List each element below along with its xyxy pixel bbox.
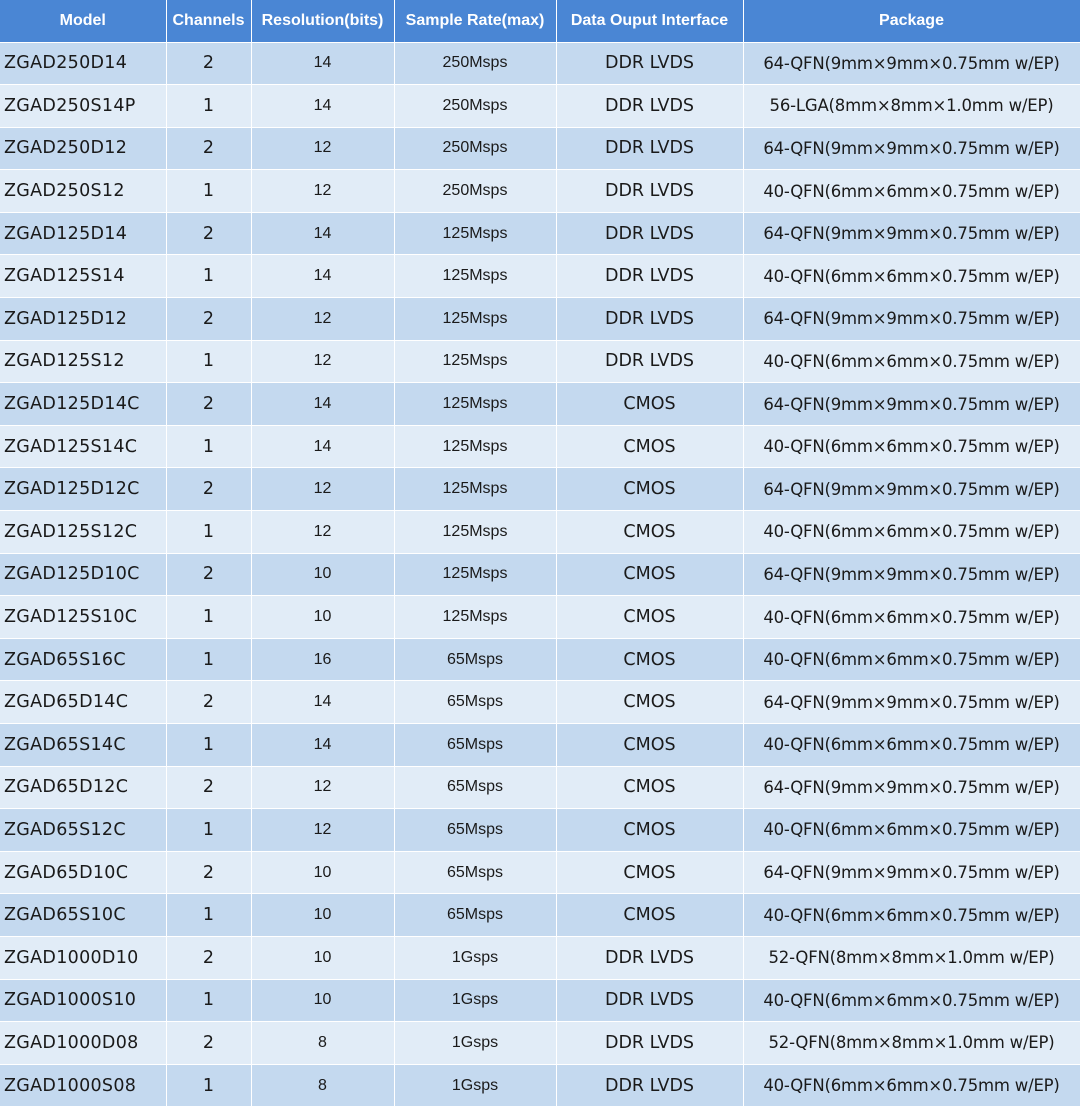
- sample-rate-cell: 65Msps: [394, 894, 556, 937]
- sample-rate-cell: 65Msps: [394, 638, 556, 681]
- channels-cell: 2: [166, 681, 251, 724]
- sample-rate-cell: 65Msps: [394, 724, 556, 767]
- header-sample-rate: Sample Rate(max): [394, 0, 556, 42]
- model-cell: ZGAD125S10C: [0, 596, 166, 639]
- model-cell: ZGAD125D10C: [0, 553, 166, 596]
- interface-cell: CMOS: [556, 425, 743, 468]
- sample-rate-cell: 125Msps: [394, 553, 556, 596]
- package-cell: 40-QFN(6mm×6mm×0.75mm w/EP): [743, 979, 1080, 1022]
- package-cell: 40-QFN(6mm×6mm×0.75mm w/EP): [743, 894, 1080, 937]
- package-cell: 52-QFN(8mm×8mm×1.0mm w/EP): [743, 936, 1080, 979]
- sample-rate-cell: 1Gsps: [394, 936, 556, 979]
- resolution-cell: 12: [251, 298, 394, 341]
- resolution-cell: 12: [251, 809, 394, 852]
- resolution-cell: 12: [251, 170, 394, 213]
- model-cell: ZGAD125S14: [0, 255, 166, 298]
- table-row: [0, 638, 1080, 681]
- sample-rate-cell: 125Msps: [394, 255, 556, 298]
- channels-cell: 1: [166, 809, 251, 852]
- interface-cell: CMOS: [556, 851, 743, 894]
- table-row: [0, 170, 1080, 213]
- package-cell: 64-QFN(9mm×9mm×0.75mm w/EP): [743, 468, 1080, 511]
- sample-rate-cell: 125Msps: [394, 298, 556, 341]
- model-cell: ZGAD65D14C: [0, 681, 166, 724]
- package-cell: 64-QFN(9mm×9mm×0.75mm w/EP): [743, 212, 1080, 255]
- sample-rate-cell: 125Msps: [394, 212, 556, 255]
- model-cell: ZGAD250D14: [0, 42, 166, 85]
- channels-cell: 2: [166, 127, 251, 170]
- resolution-cell: 10: [251, 851, 394, 894]
- interface-cell: DDR LVDS: [556, 212, 743, 255]
- model-cell: ZGAD125S12: [0, 340, 166, 383]
- channels-cell: 2: [166, 468, 251, 511]
- sample-rate-cell: 250Msps: [394, 170, 556, 213]
- model-cell: ZGAD250D12: [0, 127, 166, 170]
- sample-rate-cell: 65Msps: [394, 681, 556, 724]
- resolution-cell: 12: [251, 468, 394, 511]
- model-cell: ZGAD250S12: [0, 170, 166, 213]
- package-cell: 64-QFN(9mm×9mm×0.75mm w/EP): [743, 42, 1080, 85]
- channels-cell: 2: [166, 42, 251, 85]
- channels-cell: 2: [166, 553, 251, 596]
- table-row: [0, 596, 1080, 639]
- interface-cell: DDR LVDS: [556, 42, 743, 85]
- table-row: [0, 85, 1080, 128]
- package-cell: 56-LGA(8mm×8mm×1.0mm w/EP): [743, 85, 1080, 128]
- table-row: [0, 255, 1080, 298]
- sample-rate-cell: 65Msps: [394, 766, 556, 809]
- table-row: [0, 298, 1080, 341]
- package-cell: 40-QFN(6mm×6mm×0.75mm w/EP): [743, 511, 1080, 554]
- package-cell: 64-QFN(9mm×9mm×0.75mm w/EP): [743, 553, 1080, 596]
- resolution-cell: 14: [251, 42, 394, 85]
- channels-cell: 1: [166, 1064, 251, 1107]
- model-cell: ZGAD125S12C: [0, 511, 166, 554]
- table-row: [0, 936, 1080, 979]
- resolution-cell: 10: [251, 894, 394, 937]
- table-row: [0, 894, 1080, 937]
- table-row: [0, 468, 1080, 511]
- resolution-cell: 12: [251, 766, 394, 809]
- resolution-cell: 10: [251, 979, 394, 1022]
- interface-cell: DDR LVDS: [556, 1064, 743, 1107]
- header-model: Model: [0, 0, 166, 42]
- sample-rate-cell: 65Msps: [394, 851, 556, 894]
- model-cell: ZGAD125D14C: [0, 383, 166, 426]
- package-cell: 40-QFN(6mm×6mm×0.75mm w/EP): [743, 724, 1080, 767]
- package-cell: 64-QFN(9mm×9mm×0.75mm w/EP): [743, 851, 1080, 894]
- package-cell: 64-QFN(9mm×9mm×0.75mm w/EP): [743, 298, 1080, 341]
- interface-cell: DDR LVDS: [556, 127, 743, 170]
- package-cell: 40-QFN(6mm×6mm×0.75mm w/EP): [743, 1064, 1080, 1107]
- channels-cell: 1: [166, 85, 251, 128]
- interface-cell: DDR LVDS: [556, 170, 743, 213]
- model-cell: ZGAD125D14: [0, 212, 166, 255]
- package-cell: 64-QFN(9mm×9mm×0.75mm w/EP): [743, 383, 1080, 426]
- resolution-cell: 10: [251, 596, 394, 639]
- table-row: [0, 42, 1080, 85]
- model-cell: ZGAD65D12C: [0, 766, 166, 809]
- interface-cell: DDR LVDS: [556, 85, 743, 128]
- model-cell: ZGAD1000S08: [0, 1064, 166, 1107]
- interface-cell: CMOS: [556, 724, 743, 767]
- model-cell: ZGAD1000D08: [0, 1022, 166, 1065]
- interface-cell: CMOS: [556, 638, 743, 681]
- resolution-cell: 12: [251, 127, 394, 170]
- channels-cell: 1: [166, 724, 251, 767]
- table-row: [0, 425, 1080, 468]
- package-cell: 64-QFN(9mm×9mm×0.75mm w/EP): [743, 766, 1080, 809]
- model-cell: ZGAD65S12C: [0, 809, 166, 852]
- package-cell: 40-QFN(6mm×6mm×0.75mm w/EP): [743, 255, 1080, 298]
- interface-cell: DDR LVDS: [556, 340, 743, 383]
- channels-cell: 1: [166, 638, 251, 681]
- model-cell: ZGAD125D12C: [0, 468, 166, 511]
- table-row: [0, 809, 1080, 852]
- package-cell: 40-QFN(6mm×6mm×0.75mm w/EP): [743, 340, 1080, 383]
- interface-cell: CMOS: [556, 809, 743, 852]
- interface-cell: CMOS: [556, 383, 743, 426]
- channels-cell: 2: [166, 1022, 251, 1065]
- table-body: [0, 42, 1080, 1107]
- sample-rate-cell: 250Msps: [394, 42, 556, 85]
- interface-cell: DDR LVDS: [556, 1022, 743, 1065]
- resolution-cell: 14: [251, 85, 394, 128]
- sample-rate-cell: 125Msps: [394, 340, 556, 383]
- channels-cell: 1: [166, 340, 251, 383]
- channels-cell: 1: [166, 170, 251, 213]
- resolution-cell: 16: [251, 638, 394, 681]
- resolution-cell: 14: [251, 724, 394, 767]
- channels-cell: 1: [166, 255, 251, 298]
- package-cell: 64-QFN(9mm×9mm×0.75mm w/EP): [743, 127, 1080, 170]
- interface-cell: DDR LVDS: [556, 255, 743, 298]
- sample-rate-cell: 125Msps: [394, 468, 556, 511]
- table-row: [0, 383, 1080, 426]
- model-cell: ZGAD1000D10: [0, 936, 166, 979]
- sample-rate-cell: 1Gsps: [394, 979, 556, 1022]
- interface-cell: DDR LVDS: [556, 298, 743, 341]
- channels-cell: 2: [166, 298, 251, 341]
- sample-rate-cell: 250Msps: [394, 127, 556, 170]
- package-cell: 64-QFN(9mm×9mm×0.75mm w/EP): [743, 681, 1080, 724]
- table-row: [0, 1064, 1080, 1107]
- interface-cell: CMOS: [556, 766, 743, 809]
- resolution-cell: 14: [251, 212, 394, 255]
- resolution-cell: 14: [251, 681, 394, 724]
- table-row: [0, 212, 1080, 255]
- interface-cell: DDR LVDS: [556, 936, 743, 979]
- sample-rate-cell: 1Gsps: [394, 1022, 556, 1065]
- resolution-cell: 14: [251, 255, 394, 298]
- channels-cell: 2: [166, 383, 251, 426]
- model-cell: ZGAD125S14C: [0, 425, 166, 468]
- resolution-cell: 10: [251, 553, 394, 596]
- channels-cell: 1: [166, 894, 251, 937]
- table-header: [0, 0, 1080, 42]
- table-row: [0, 851, 1080, 894]
- channels-cell: 2: [166, 766, 251, 809]
- channels-cell: 2: [166, 212, 251, 255]
- interface-cell: CMOS: [556, 894, 743, 937]
- resolution-cell: 8: [251, 1022, 394, 1065]
- interface-cell: CMOS: [556, 553, 743, 596]
- package-cell: 40-QFN(6mm×6mm×0.75mm w/EP): [743, 425, 1080, 468]
- model-cell: ZGAD65S14C: [0, 724, 166, 767]
- interface-cell: CMOS: [556, 468, 743, 511]
- channels-cell: 1: [166, 979, 251, 1022]
- table-row: [0, 340, 1080, 383]
- model-cell: ZGAD65S10C: [0, 894, 166, 937]
- interface-cell: CMOS: [556, 511, 743, 554]
- model-cell: ZGAD250S14P: [0, 85, 166, 128]
- resolution-cell: 10: [251, 936, 394, 979]
- table-row: [0, 553, 1080, 596]
- resolution-cell: 14: [251, 383, 394, 426]
- table-row: [0, 127, 1080, 170]
- sample-rate-cell: 125Msps: [394, 425, 556, 468]
- sample-rate-cell: 250Msps: [394, 85, 556, 128]
- resolution-cell: 12: [251, 511, 394, 554]
- interface-cell: DDR LVDS: [556, 979, 743, 1022]
- channels-cell: 2: [166, 851, 251, 894]
- package-cell: 40-QFN(6mm×6mm×0.75mm w/EP): [743, 170, 1080, 213]
- table-row: [0, 681, 1080, 724]
- table-row: [0, 511, 1080, 554]
- package-cell: 40-QFN(6mm×6mm×0.75mm w/EP): [743, 638, 1080, 681]
- sample-rate-cell: 125Msps: [394, 511, 556, 554]
- interface-cell: CMOS: [556, 681, 743, 724]
- interface-cell: CMOS: [556, 596, 743, 639]
- table-row: [0, 724, 1080, 767]
- header-channels: Channels: [166, 0, 251, 42]
- sample-rate-cell: 65Msps: [394, 809, 556, 852]
- sample-rate-cell: 125Msps: [394, 383, 556, 426]
- channels-cell: 1: [166, 596, 251, 639]
- header-resolution: Resolution(bits): [251, 0, 394, 42]
- table-row: [0, 766, 1080, 809]
- table-row: [0, 1022, 1080, 1065]
- resolution-cell: 12: [251, 340, 394, 383]
- package-cell: 52-QFN(8mm×8mm×1.0mm w/EP): [743, 1022, 1080, 1065]
- table-row: [0, 979, 1080, 1022]
- package-cell: 40-QFN(6mm×6mm×0.75mm w/EP): [743, 809, 1080, 852]
- header-package: Package: [743, 0, 1080, 42]
- resolution-cell: 8: [251, 1064, 394, 1107]
- model-cell: ZGAD65D10C: [0, 851, 166, 894]
- sample-rate-cell: 1Gsps: [394, 1064, 556, 1107]
- model-cell: ZGAD65S16C: [0, 638, 166, 681]
- channels-cell: 2: [166, 936, 251, 979]
- model-cell: ZGAD1000S10: [0, 979, 166, 1022]
- package-cell: 40-QFN(6mm×6mm×0.75mm w/EP): [743, 596, 1080, 639]
- channels-cell: 1: [166, 425, 251, 468]
- header-row: [0, 0, 1080, 42]
- resolution-cell: 14: [251, 425, 394, 468]
- header-interface: Data Ouput Interface: [556, 0, 743, 42]
- model-cell: ZGAD125D12: [0, 298, 166, 341]
- sample-rate-cell: 125Msps: [394, 596, 556, 639]
- channels-cell: 1: [166, 511, 251, 554]
